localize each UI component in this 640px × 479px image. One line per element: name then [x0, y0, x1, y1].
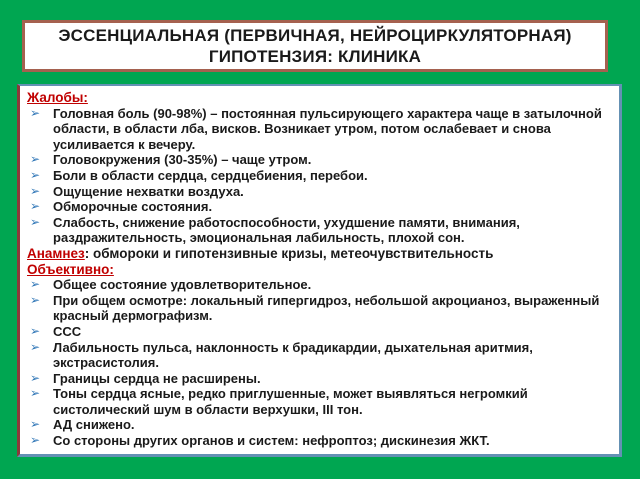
arrow-bullet-icon: ➢ — [30, 167, 41, 182]
bullet-item — [27, 386, 605, 417]
bullet-item — [27, 152, 605, 168]
bullet-text: Лабильность пульса, наклонность к брадикардии, дыхательная аритмия, экстрасистолия. — [53, 339, 533, 371]
arrow-bullet-icon: ➢ — [30, 214, 41, 229]
section-heading-rest: : обмороки и гипотензивные кризы, метеочувствительность — [84, 245, 494, 261]
bullet-item — [27, 199, 605, 215]
bullet-item — [27, 168, 605, 184]
content-blocks — [27, 90, 605, 449]
bullet-text: Головная боль (90-98%) – постоянная пульсирующего характера чаще в затылочной области, в области лба, висков. Возникает утром, потом ослабевает и снова усиливается к вечеру. — [53, 105, 602, 152]
section-heading-text: Анамнез — [27, 245, 85, 261]
bullet-item — [27, 106, 605, 153]
arrow-bullet-icon: ➢ — [30, 370, 41, 385]
bullet-text: Головокружения (30-35%) – чаще утром. — [53, 152, 312, 168]
arrow-bullet-icon: ➢ — [30, 417, 41, 432]
bullet-text: При общем осмотре: локальный гипергидроз, небольшой акроцианоз, выраженный красный дермографизм. — [53, 292, 600, 324]
bullet-text: Слабость, снижение работоспособности, ухудшение памяти, внимания, раздражительность, эмоциональная лабильность, плохой сон. — [53, 214, 520, 246]
bullet-text: Боли в области сердца, сердцебиения, перебои. — [53, 167, 368, 183]
section-heading-text: Жалобы: — [27, 90, 88, 105]
bullet-text: ССС — [53, 323, 82, 339]
arrow-bullet-icon: ➢ — [30, 277, 41, 292]
bullet-text: Со стороны других органов и систем: нефроптоз; дискинезия ЖКТ. — [53, 433, 490, 449]
arrow-bullet-icon: ➢ — [30, 152, 41, 167]
slide-title-line1: ЭССЕНЦИАЛЬНАЯ (ПЕРВИЧНАЯ, НЕЙРОЦИРКУЛЯТОРНАЯ) — [58, 26, 572, 45]
slide-body-box — [17, 84, 622, 457]
section-heading-text: Объективно: — [27, 261, 114, 277]
bullet-text: Границы сердца не расширены. — [53, 370, 261, 386]
bullet-item — [27, 371, 605, 387]
section-heading — [27, 262, 605, 278]
bullet-item — [27, 340, 605, 371]
bullet-text: Общее состояние удовлетворительное. — [53, 277, 312, 293]
arrow-bullet-icon: ➢ — [30, 433, 41, 448]
arrow-bullet-icon: ➢ — [30, 339, 41, 354]
bullet-item — [27, 277, 605, 293]
arrow-bullet-icon: ➢ — [30, 323, 41, 338]
section-heading-inline — [27, 246, 605, 262]
bullet-item — [27, 215, 605, 246]
arrow-bullet-icon: ➢ — [30, 386, 41, 401]
arrow-bullet-icon: ➢ — [30, 183, 41, 198]
bullet-text: АД снижено. — [53, 417, 135, 433]
section-heading — [27, 90, 605, 106]
arrow-bullet-icon: ➢ — [30, 105, 41, 120]
slide-title — [58, 25, 571, 67]
arrow-bullet-icon: ➢ — [30, 199, 41, 214]
bullet-text: Ощущение нехватки воздуха. — [53, 183, 244, 199]
slide-title-box — [22, 20, 608, 72]
slide-title-line2: ГИПОТЕНЗИЯ: КЛИНИКА — [208, 47, 422, 66]
bullet-item — [27, 417, 605, 433]
bullet-text: Обморочные состояния. — [53, 199, 213, 215]
bullet-item — [27, 184, 605, 200]
bullet-item — [27, 433, 605, 449]
bullet-text: Тоны сердца ясные, редко приглушенные, может выявляться негромкий систолический шум в области верхушки, III тон. — [53, 386, 528, 417]
bullet-item — [27, 324, 605, 340]
arrow-bullet-icon: ➢ — [30, 292, 41, 307]
bullet-item — [27, 293, 605, 324]
